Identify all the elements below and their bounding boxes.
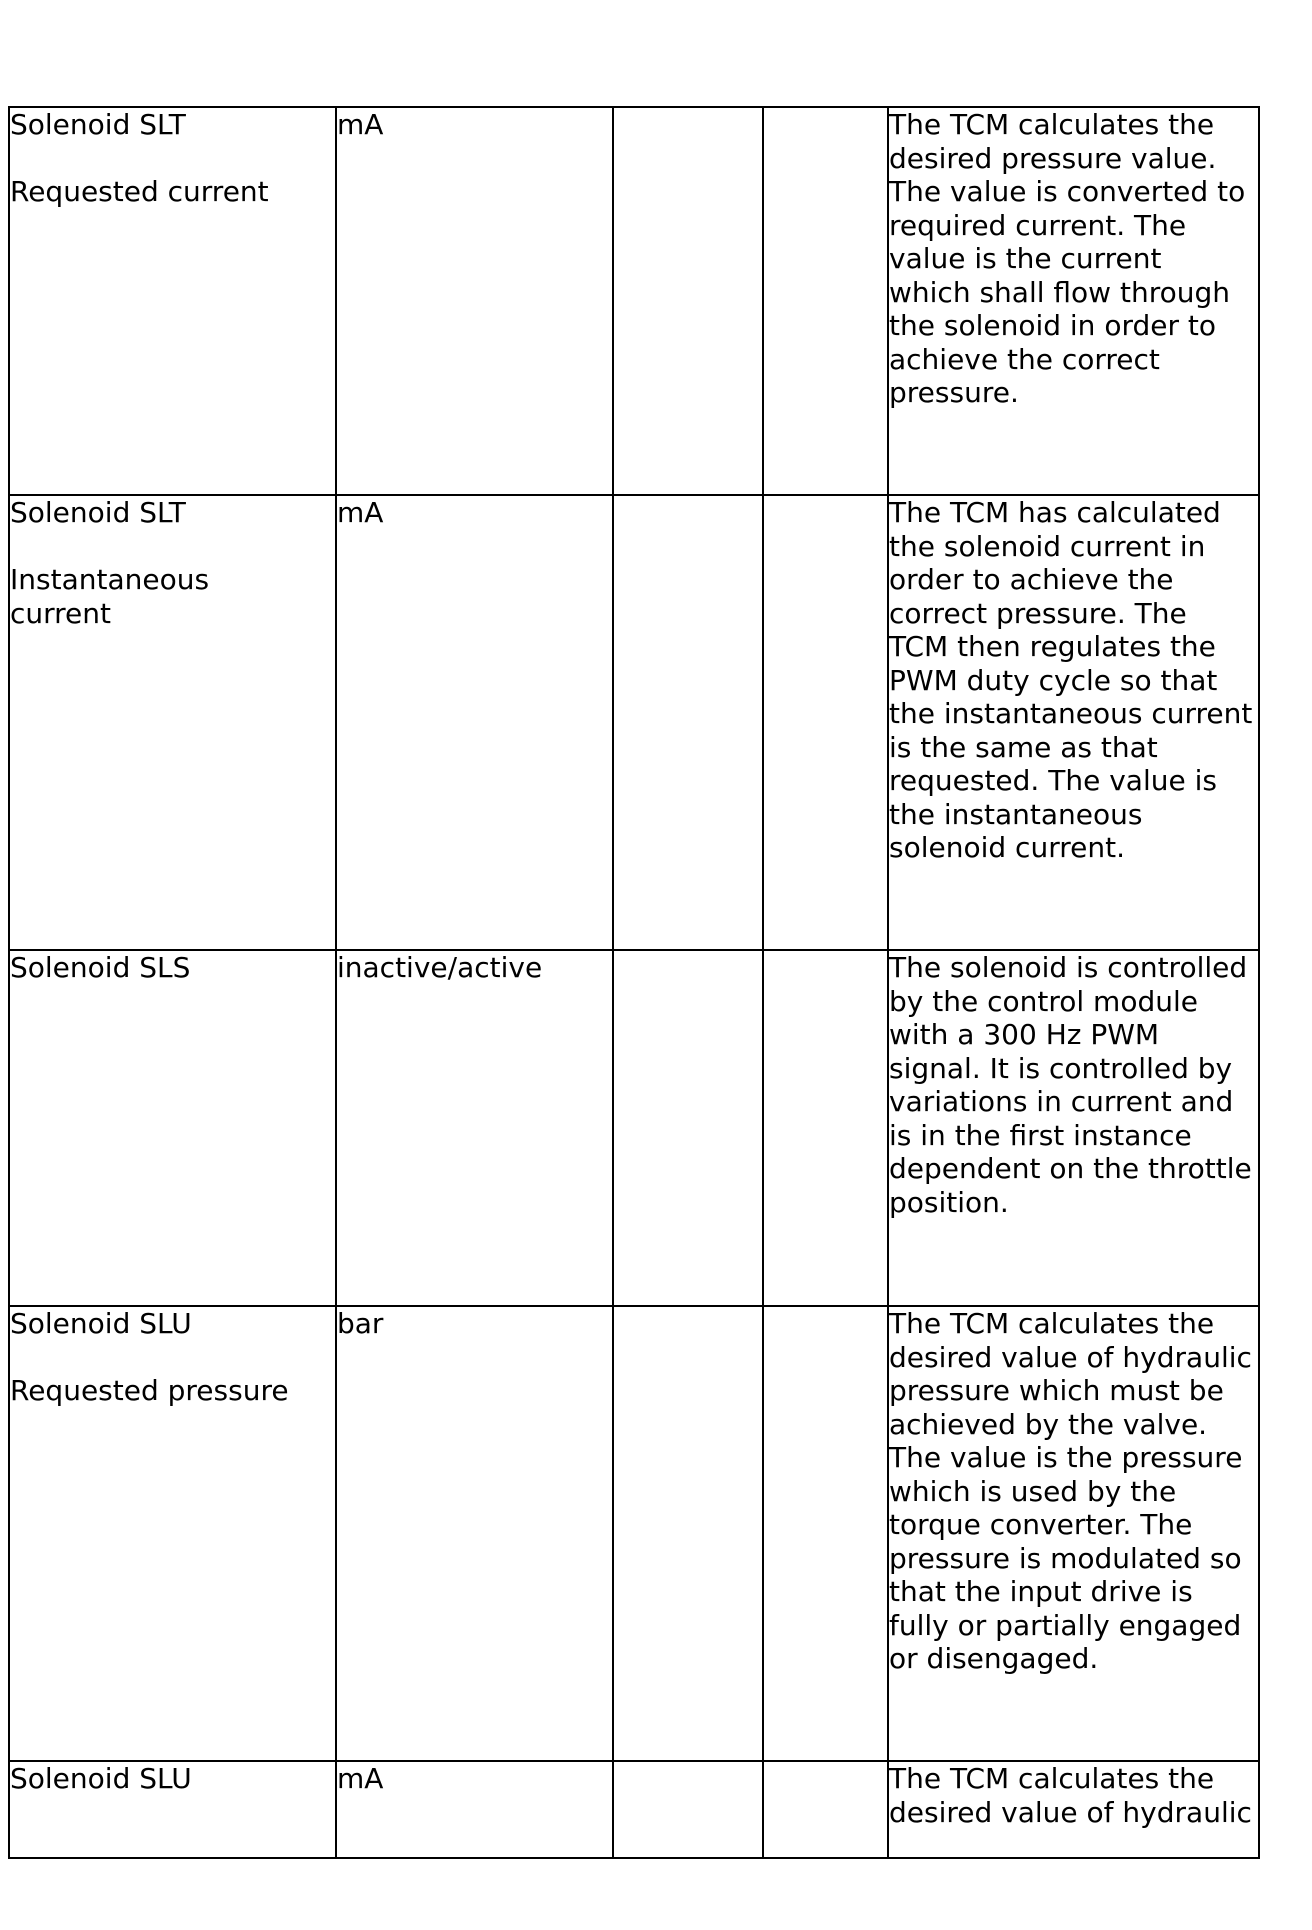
description-line: pressure.: [889, 376, 1019, 409]
empty-cell: [763, 1761, 888, 1858]
description-line: requested. The value is: [889, 764, 1217, 797]
description-line: the solenoid in order to: [889, 309, 1217, 342]
parameter-name-cell: [9, 107, 336, 495]
description-cell: [888, 495, 1259, 950]
description-line: The value is the pressure: [889, 1441, 1243, 1474]
description-cell: [888, 107, 1259, 495]
unit-cell: [336, 495, 613, 950]
parameter-table: [8, 106, 1260, 1859]
empty-cell: [613, 495, 763, 950]
description-cell: [888, 1306, 1259, 1761]
description-line: is in the first instance: [889, 1118, 1192, 1152]
description-line: PWM duty cycle so that: [889, 663, 1218, 697]
description-line: value is the current: [889, 242, 1162, 275]
description-line: desired pressure value.: [889, 141, 1217, 175]
description-line: The TCM calculates the: [889, 1762, 1215, 1795]
description-line: desired value of hydraulic: [889, 1795, 1252, 1829]
description-line: signal. It is controlled by: [889, 1051, 1233, 1085]
description-line: which is used by the: [889, 1474, 1177, 1508]
description-line: The value is converted to: [889, 175, 1246, 208]
parameter-name-cell: [9, 1306, 336, 1761]
description-line: pressure is modulated so: [889, 1541, 1242, 1575]
description-line: dependent on the throttle: [889, 1152, 1252, 1185]
empty-cell: [763, 495, 888, 950]
description-cell: [888, 1761, 1259, 1858]
description-line: The solenoid is controlled: [889, 951, 1248, 984]
empty-cell: [613, 950, 763, 1306]
parameter-name: Solenoid SLT: [10, 496, 186, 529]
parameter-subname: current: [10, 596, 112, 630]
parameter-name: Solenoid SLU: [10, 1307, 192, 1340]
parameter-name: Solenoid SLS: [10, 951, 191, 984]
parameter-unit: mA: [337, 108, 384, 141]
empty-cell: [613, 1761, 763, 1858]
description-line: or disengaged.: [889, 1642, 1099, 1675]
description-line: the instantaneous current: [889, 697, 1253, 730]
description-line: position.: [889, 1185, 1009, 1219]
unit-cell: [336, 1761, 613, 1858]
unit-cell: [336, 950, 613, 1306]
description-line: pressure which must be: [889, 1374, 1224, 1407]
description-line: by the control module: [889, 984, 1198, 1018]
empty-cell: [613, 1306, 763, 1761]
description-line: which shall flow through: [889, 275, 1231, 309]
parameter-name-cell: [9, 1761, 336, 1858]
description-line: achieve the correct: [889, 342, 1160, 376]
description-line: desired value of hydraulic: [889, 1340, 1252, 1374]
description-line: achieved by the valve.: [889, 1407, 1208, 1441]
parameter-name: Solenoid SLT: [10, 108, 186, 141]
parameter-unit: mA: [337, 496, 384, 529]
description-line: the solenoid current in: [889, 529, 1206, 563]
unit-cell: [336, 1306, 613, 1761]
description-line: The TCM has calculated: [889, 496, 1221, 529]
table-row: [9, 950, 1259, 1306]
description-line: torque converter. The: [889, 1508, 1193, 1541]
description-line: TCM then regulates the: [889, 630, 1216, 663]
description-line: is the same as that: [889, 730, 1158, 764]
description-line: the instantaneous: [889, 797, 1143, 831]
description-line: required current. The: [889, 208, 1187, 242]
table-row: [9, 107, 1259, 495]
description-line: variations in current and: [889, 1085, 1234, 1118]
empty-cell: [763, 950, 888, 1306]
parameter-name-cell: [9, 495, 336, 950]
parameter-unit: bar: [337, 1307, 384, 1340]
description-line: that the input drive is: [889, 1575, 1193, 1608]
table-row: [9, 1761, 1259, 1858]
description-line: fully or partially engaged: [889, 1608, 1242, 1642]
description-line: The TCM calculates the: [889, 108, 1215, 141]
empty-cell: [763, 107, 888, 495]
parameter-name-cell: [9, 950, 336, 1306]
description-cell: [888, 950, 1259, 1306]
parameter-subname: Instantaneous: [10, 563, 210, 596]
parameter-name: Solenoid SLU: [10, 1762, 192, 1795]
empty-cell: [763, 1306, 888, 1761]
empty-cell: [613, 107, 763, 495]
parameter-subname: Requested pressure: [10, 1374, 289, 1407]
parameter-unit: mA: [337, 1762, 384, 1795]
parameter-subname: Requested current: [10, 175, 269, 208]
table-row: [9, 495, 1259, 950]
description-line: with a 300 Hz PWM: [889, 1018, 1160, 1051]
unit-cell: [336, 107, 613, 495]
description-line: order to achieve the: [889, 563, 1174, 596]
description-line: The TCM calculates the: [889, 1307, 1215, 1340]
table-row: [9, 1306, 1259, 1761]
parameter-unit: inactive/active: [337, 951, 543, 984]
description-line: solenoid current.: [889, 831, 1125, 864]
description-line: correct pressure. The: [889, 596, 1187, 630]
